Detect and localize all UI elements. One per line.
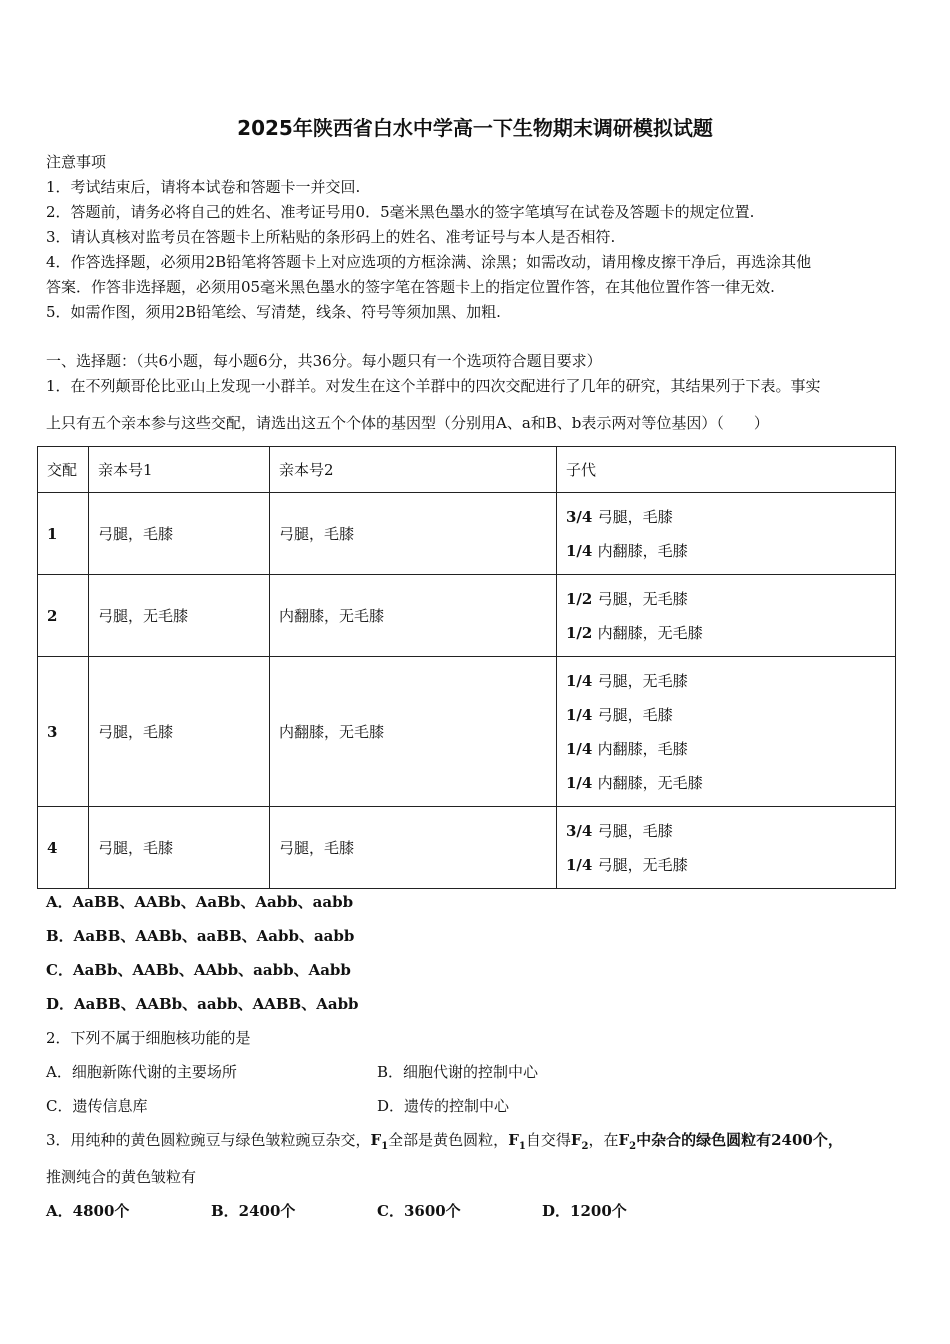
section-heading: 一、选择题：（共6小题，每小题6分，共36分。每小题只有一个选项符合题目要求） bbox=[46, 352, 602, 370]
question-1-stem-cont: 上只有五个亲本参与这些交配，请选出这五个个体的基因型（分别用A、a和B、b表示两对等位基因）（ ） bbox=[46, 414, 769, 432]
question-1-option-b[interactable]: B．AaBB、AABb、aaBB、Aabb、aabb bbox=[46, 927, 355, 945]
question-3-option-c[interactable]: C．3600个 bbox=[377, 1202, 461, 1220]
parent-1: 弓腿，毛膝 bbox=[89, 493, 270, 575]
offspring-line: 3/4 弓腿，毛膝 bbox=[566, 821, 673, 840]
notice-item: 5．如需作图，须用2B铅笔绘、写清楚，线条、符号等须加黑、加粗. bbox=[46, 303, 501, 321]
offspring-cell bbox=[557, 575, 896, 657]
offspring-cell bbox=[557, 493, 896, 575]
notice-item: 1．考试结束后，请将本试卷和答题卡一并交回. bbox=[46, 178, 361, 196]
parent-1: 弓腿，无毛膝 bbox=[89, 575, 270, 657]
question-2-option-c[interactable]: C．遗传信息库 bbox=[46, 1097, 148, 1115]
parent-1: 弓腿，毛膝 bbox=[89, 807, 270, 889]
question-3-stem: 3．用纯种的黄色圆粒豌豆与绿色皱粒豌豆杂交，$F_1$全部是黄色圆粒，$F_1$自交得$F_2$，在$F_2$中杂合的绿色圆粒有2400个， bbox=[46, 1131, 843, 1152]
table-header-cell: 交配 bbox=[38, 447, 89, 493]
cross-id: 3 bbox=[38, 657, 89, 807]
offspring-line: 1/4 弓腿，无毛膝 bbox=[566, 671, 688, 690]
offspring-cell bbox=[557, 657, 896, 807]
offspring-line: 1/2 内翻膝，无毛膝 bbox=[566, 623, 703, 642]
parent-1: 弓腿，毛膝 bbox=[89, 657, 270, 807]
table-row bbox=[38, 575, 896, 657]
question-1-option-c[interactable]: C．AaBb、AABb、AAbb、aabb、Aabb bbox=[46, 961, 351, 979]
offspring-line: 1/4 内翻膝，毛膝 bbox=[566, 541, 688, 560]
question-3-stem-cont: 推测纯合的黄色皱粒有 bbox=[46, 1168, 197, 1186]
table-header-row bbox=[38, 447, 896, 493]
offspring-line: 1/4 内翻膝，毛膝 bbox=[566, 739, 688, 758]
notice-item: 答案．作答非选择题，必须用05毫米黑色墨水的签字笔在答题卡上的指定位置作答，在其他位置作答一律无效. bbox=[46, 278, 775, 296]
parent-2: 弓腿，毛膝 bbox=[270, 493, 557, 575]
offspring-line: 3/4 弓腿，毛膝 bbox=[566, 507, 673, 526]
question-2-option-a[interactable]: A．细胞新陈代谢的主要场所 bbox=[46, 1063, 237, 1081]
question-1-stem: 1．在不列颠哥伦比亚山上发现一小群羊。对发生在这个羊群中的四次交配进行了几年的研究，其结果列于下表。事实 bbox=[46, 377, 821, 395]
cross-id: 2 bbox=[38, 575, 89, 657]
question-2-option-b[interactable]: B．细胞代谢的控制中心 bbox=[377, 1063, 539, 1081]
cross-results-table bbox=[37, 446, 896, 889]
parent-2: 内翻膝，无毛膝 bbox=[270, 575, 557, 657]
table-row bbox=[38, 493, 896, 575]
notice-heading: 注意事项 bbox=[46, 153, 107, 171]
parent-2: 弓腿，毛膝 bbox=[270, 807, 557, 889]
question-2-option-d[interactable]: D．遗传的控制中心 bbox=[377, 1097, 510, 1115]
question-2-stem: 2．下列不属于细胞核功能的是 bbox=[46, 1029, 251, 1047]
offspring-line: 1/2 弓腿，无毛膝 bbox=[566, 589, 688, 608]
question-3-option-a[interactable]: A．4800个 bbox=[46, 1202, 130, 1220]
offspring-line: 1/4 内翻膝，无毛膝 bbox=[566, 773, 703, 792]
table-row bbox=[38, 807, 896, 889]
cross-id: 1 bbox=[38, 493, 89, 575]
table-header-cell: 亲本号1 bbox=[89, 447, 270, 493]
page-title: 2025年陕西省白水中学高一下生物期末调研模拟试题 bbox=[237, 116, 713, 140]
notice-item: 2．答题前，请务必将自己的姓名、准考证号用0．5毫米黑色墨水的签字笔填写在试卷及答题卡的规定位置. bbox=[46, 203, 755, 221]
table-header-cell: 亲本号2 bbox=[270, 447, 557, 493]
parent-2: 内翻膝，无毛膝 bbox=[270, 657, 557, 807]
question-1-option-d[interactable]: D．AaBB、AABb、aabb、AABB、Aabb bbox=[46, 995, 359, 1013]
question-3-option-d[interactable]: D．1200个 bbox=[542, 1202, 627, 1220]
table-row bbox=[38, 657, 896, 807]
offspring-cell bbox=[557, 807, 896, 889]
question-3-option-b[interactable]: B．2400个 bbox=[211, 1202, 296, 1220]
question-1-option-a[interactable]: A．AaBB、AABb、AaBb、Aabb、aabb bbox=[46, 893, 354, 911]
notice-item: 3．请认真核对监考员在答题卡上所粘贴的条形码上的姓名、准考证号与本人是否相符. bbox=[46, 228, 616, 246]
table-header-cell: 子代 bbox=[557, 447, 896, 493]
offspring-line: 1/4 弓腿，毛膝 bbox=[566, 705, 673, 724]
offspring-line: 1/4 弓腿，无毛膝 bbox=[566, 855, 688, 874]
notice-item: 4．作答选择题，必须用2B铅笔将答题卡上对应选项的方框涂满、涂黑；如需改动，请用橡皮擦干净后，再选涂其他 bbox=[46, 253, 812, 271]
cross-id: 4 bbox=[38, 807, 89, 889]
